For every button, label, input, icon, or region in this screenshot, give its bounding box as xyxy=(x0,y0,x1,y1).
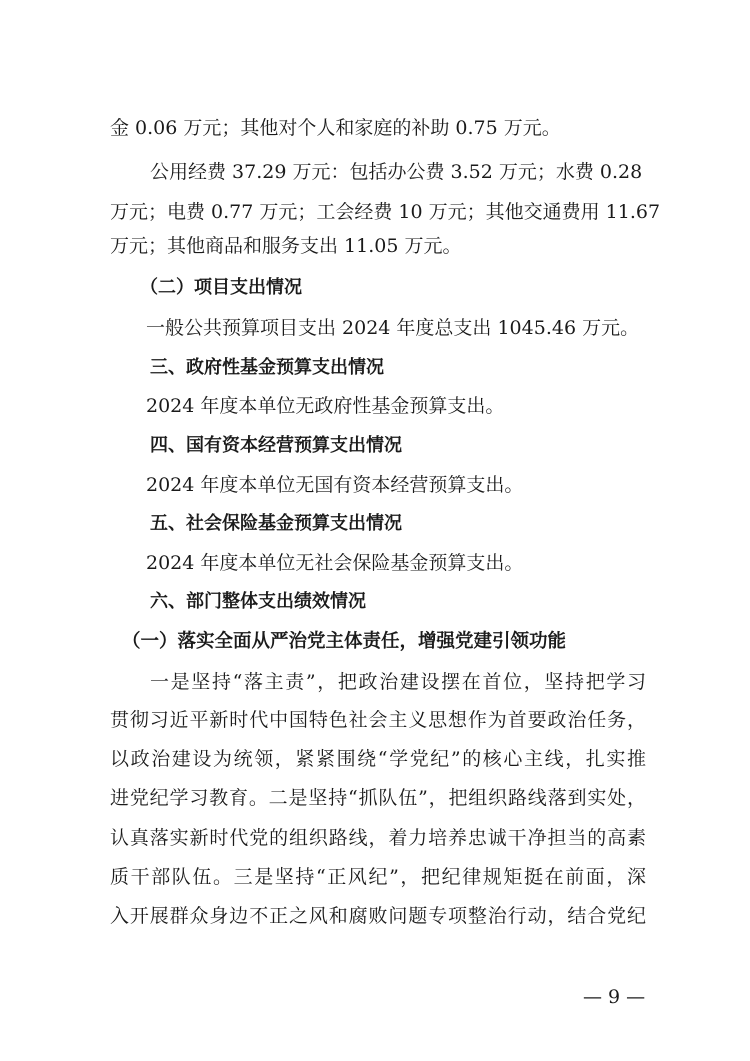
paragraph-line: 一是坚持“落主责”，把政治建设摆在首位，坚持把学习 xyxy=(150,671,646,693)
paragraph-line: 一般公共预算项目支出 2024 年度总支出 1045.46 万元。 xyxy=(146,317,640,339)
paragraph-line: 2024 年度本单位无政府性基金预算支出。 xyxy=(146,395,505,417)
paragraph-line: 质干部队伍。三是坚持“正风纪”，把纪律规矩挺在前面，深 xyxy=(110,866,646,888)
paragraph-line: 万元；其他商品和服务支出 11.05 万元。 xyxy=(110,235,462,257)
paragraph-line: 万元；电费 0.77 万元；工会经费 10 万元；其他交通费用 11.67 xyxy=(110,201,661,223)
paragraph-line: 金 0.06 万元；其他对个人和家庭的补助 0.75 万元。 xyxy=(110,117,561,139)
paragraph-line: 以政治建设为统领，紧紧围绕“学党纪”的核心主线，扎实推 xyxy=(110,748,646,770)
paragraph-line: 入开展群众身边不正之风和腐败问题专项整治行动，结合党纪 xyxy=(110,905,646,927)
section-heading-5: 五、社会保险基金预算支出情况 xyxy=(150,513,402,534)
paragraph-line: 贯彻习近平新时代中国特色社会主义思想作为首要政治任务， xyxy=(110,709,646,731)
subsection-heading-1: （一）落实全面从严治党主体责任，增强党建引领功能 xyxy=(122,631,567,652)
section-heading-6: 六、部门整体支出绩效情况 xyxy=(150,591,366,612)
paragraph-line: 公用经费 37.29 万元：包括办公费 3.52 万元；水费 0.28 xyxy=(150,161,643,183)
paragraph-line: 进党纪学习教育。二是坚持“抓队伍”，把组织路线落到实处， xyxy=(110,787,646,809)
page-number: — 9 — xyxy=(583,986,646,1008)
section-heading-project: （二）项目支出情况 xyxy=(140,277,302,298)
section-heading-4: 四、国有资本经营预算支出情况 xyxy=(150,435,402,456)
paragraph-line: 2024 年度本单位无社会保险基金预算支出。 xyxy=(146,552,524,574)
paragraph-line: 2024 年度本单位无国有资本经营预算支出。 xyxy=(146,474,524,496)
paragraph-line: 认真落实新时代党的组织路线，着力培养忠诚干净担当的高素 xyxy=(110,827,646,849)
section-heading-3: 三、政府性基金预算支出情况 xyxy=(150,357,384,378)
